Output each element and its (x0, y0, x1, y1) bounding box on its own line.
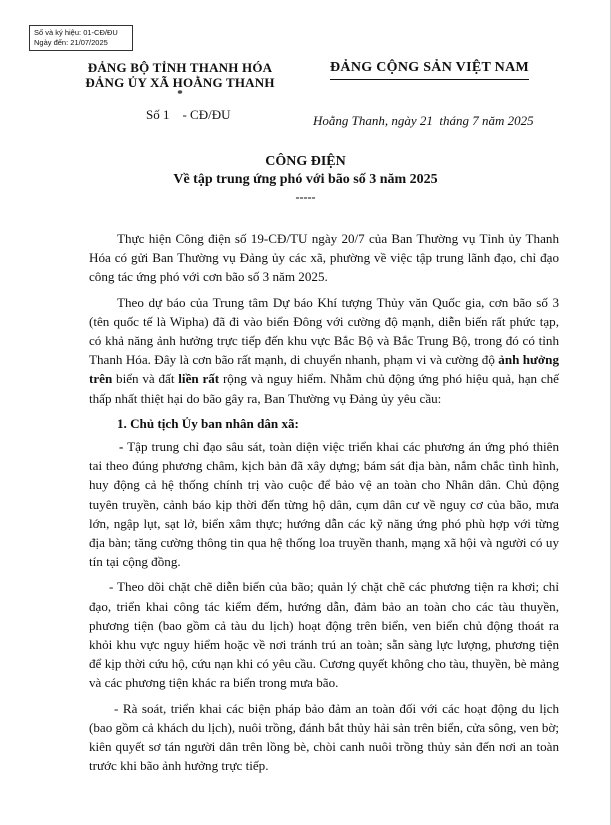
issuing-organization (80, 60, 280, 98)
parent-organization: ĐẢNG BỘ TỈNH THANH HÓA (87, 60, 273, 75)
document-type: CÔNG ĐIỆN (265, 154, 346, 169)
bullet-item: - Rà soát, triển khai các biện pháp bảo đảm an toàn đối với các hoạt động du lịch (bao gồm cả khách du lịch), nuôi trồng, đánh bắt thủy hải sản trên biển, cửa sông, ven bờ; kiên quyết sơ tán người dân trên lồng bè, chòi canh nuôi trồng thủy sản đến nơi an toàn trước khi bão ảnh hưởng trực tiếp. (89, 700, 560, 774)
national-party-heading (330, 60, 529, 76)
emphasis-text: ảnh hưởng trên (89, 352, 559, 387)
document-number: Số 1 - CĐ/ĐU (146, 107, 231, 122)
title-divider: ----- (295, 190, 316, 204)
party-name: ĐẢNG CỘNG SẢN VIỆT NAM (330, 60, 529, 75)
organization-name: ĐẢNG ỦY XÃ HOẰNG THANH (85, 75, 275, 90)
heading-underline (330, 79, 529, 80)
stamp-number: Số và ký hiệu: 01-CĐ/ĐU (34, 28, 118, 37)
receipt-stamp (29, 25, 133, 51)
place-and-date: Hoằng Thanh, ngày 21 tháng 7 năm 2025 (313, 113, 534, 128)
paragraph-forecast: Theo dự báo của Trung tâm Dự báo Khí tượng Thủy văn Quốc gia, cơn bão số 3 (tên quốc tế là Wipha) đã đi vào biển Đông với cường độ mạnh, diễn biến rất phức tạp, có khả năng ảnh hưởng trực tiếp đến khu vực Bắc Bộ và Bắc Trung Bộ, trong đó có tỉnh Thanh Hóa. Đây là cơn bão rất mạnh, di chuyển nhanh, phạm vi và cường độ ảnh hưởng trên biển và đất liền rất rộng và nguy hiểm. Nhằm chủ động ứng phó hiệu quả, hạn chế thấp nhất thiệt hại do bão gây ra, Ban Thường vụ Đảng ủy yêu cầu: (89, 294, 559, 406)
emphasis-text: liền rất (178, 371, 220, 387)
bullet-item: - Theo dõi chặt chẽ diễn biến của bão; quản lý chặt chẽ các phương tiện ra khơi; chỉ đạo, triển khai công tác kiểm đếm, hướng dẫn, đảm bảo an toàn cho các tàu thuyền, phương tiện (bao gồm cả tàu du lịch) hoạt động trên biển, ven biển chủ động thoát ra khỏi khu vực nguy hiểm hoặc về nơi tránh trú an toàn; sẵn sàng lực lượng, phương tiện để kịp thời cứu hộ, cứu nạn khi có yêu cầu. Cương quyết không cho tàu, thuyền, bè mảng và các phương tiện khác ra biển trong mưa bão. (89, 579, 559, 691)
document-subject: Về tập trung ứng phó với bão số 3 năm 2025 (173, 172, 438, 187)
section-heading: 1. Chủ tịch Ủy ban nhân dân xã: (117, 415, 299, 431)
separator-star: * (177, 88, 183, 100)
bullet-item: - Tập trung chỉ đạo sâu sát, toàn diện việc triển khai các phương án ứng phó thiên tai theo đúng phương châm, kịch bản đã xây dựng; bám sát địa bàn, nắm chắc tình hình, huy động cả hệ thống chính trị vào cuộc để bảo vệ an toàn cho Nhân dân. Chủ động tuyên truyền, cảnh báo kịp thời đến từng hộ dân, cụm dân cư về nguy cơ của bão, mưa lớn, ngập lụt, sạt lở, biển xâm thực; hướng dẫn các kỹ năng ứng phó phù hợp với từng địa bàn; tăng cường thông tin qua hệ thống loa truyền thanh, mạng xã hội và người có uy tín tại cộng đồng. (89, 439, 559, 570)
paragraph-intro: Thực hiện Công điện số 19-CĐ/TU ngày 20/7 của Ban Thường vụ Tỉnh ủy Thanh Hóa có gửi Ban Thường vụ Đảng ủy các xã, phường về việc tập trung lãnh đạo, chỉ đạo công tác ứng phó với cơn bão số 3 năm 2025. (89, 231, 559, 285)
document-body (89, 229, 559, 781)
stamp-date: Ngày đến: 21/07/2025 (34, 38, 108, 47)
document-title (0, 153, 611, 203)
